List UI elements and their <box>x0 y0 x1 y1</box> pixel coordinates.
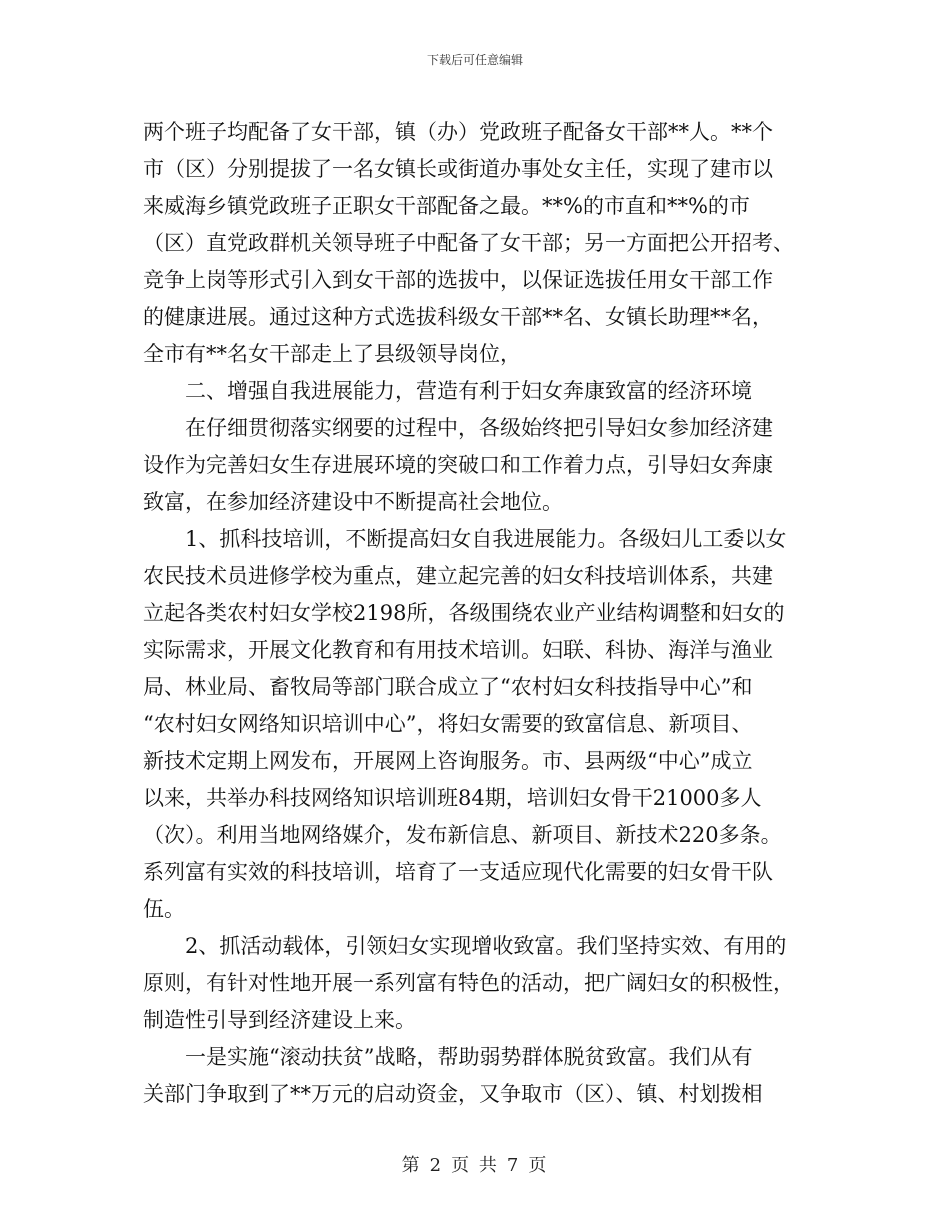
page-middle: 页 共 <box>451 1155 499 1176</box>
page-number: 2 <box>429 1155 444 1176</box>
body-line: （次）。利用当地网络媒介，发布新信息、新项目、新技术220多条。 <box>143 823 782 847</box>
document-body <box>143 114 813 1113</box>
page-header-note: 下载后可任意编辑 <box>426 53 523 67</box>
body-line: 原则，有针对性地开展一系列富有特色的活动，把广阔妇女的积极性， <box>143 971 794 995</box>
body-line: 一是实施“滚动扶贫”战略，帮助弱势群体脱贫致富。我们从有 <box>143 1045 753 1069</box>
body-line: 全市有**名女干部走上了县级领导岗位， <box>143 342 521 366</box>
body-line: 竞争上岗等形式引入到女干部的选拔中，以保证选拔任用女干部工作 <box>143 268 773 292</box>
body-line: 农民技术员进修学校为重点，建立起完善的妇女科技培训体系，共建 <box>143 564 773 588</box>
body-line: 制造性引导到经济建设上来。 <box>143 1008 416 1032</box>
body-line: 实际需求，开展文化教育和有用技术培训。妇联、科协、海洋与渔业 <box>143 638 773 662</box>
body-line: 1、抓科技培训，不断提高妇女自我进展能力。各级妇儿工委以女 <box>143 527 787 551</box>
body-line: 局、林业局、畜牧局等部门联合成立了“农村妇女科技指导中心”和 <box>143 675 753 699</box>
body-line: 伍。 <box>143 897 185 921</box>
body-line: 立起各类农村妇女学校2198所，各级围绕农业产业结构调整和妇女的 <box>143 601 785 625</box>
body-line: 关部门争取到了**万元的启动资金，又争取市（区）、镇、村划拨相 <box>143 1082 763 1106</box>
body-line: 来威海乡镇党政班子正职女干部配备之最。**%的市直和**%的市 <box>143 194 750 218</box>
body-line: （区）直党政群机关领导班子中配备了女干部；另一方面把公开招考、 <box>143 231 794 255</box>
section-heading: 二、增强自我进展能力，营造有利于妇女奔康致富的经济环境 <box>143 379 752 403</box>
body-line: 以来，共举办科技网络知识培训班84期，培训妇女骨干21000多人 <box>143 786 762 810</box>
body-line: 2、抓活动载体，引领妇女实现增收致富。我们坚持实效、有用的 <box>143 934 787 958</box>
page-footer <box>0 1154 950 1178</box>
body-line: “农村妇女网络知识培训中心”，将妇女需要的致富信息、新项目、 <box>143 712 753 736</box>
body-line: 市（区）分别提拔了一名女镇长或街道办事处女主任，实现了建市以 <box>143 157 773 181</box>
page-suffix: 页 <box>528 1155 549 1176</box>
body-line: 新技术定期上网发布，开展网上咨询服务。市、县两级“中心”成立 <box>143 749 753 773</box>
body-line: 系列富有实效的科技培训，培育了一支适应现代化需要的妇女骨干队 <box>143 860 773 884</box>
body-line: 设作为完善妇女生存进展环境的突破口和工作着力点，引导妇女奔康 <box>143 453 773 477</box>
page-prefix: 第 <box>401 1155 422 1176</box>
body-line: 致富，在参加经济建设中不断提高社会地位。 <box>143 490 563 514</box>
body-line: 的健康进展。通过这种方式选拔科级女干部**名、女镇长助理**名， <box>143 305 773 329</box>
body-line: 在仔细贯彻落实纲要的过程中，各级始终把引导妇女参加经济建 <box>143 416 773 440</box>
body-line: 两个班子均配备了女干部，镇（办）党政班子配备女干部**人。**个 <box>143 120 773 144</box>
total-pages: 7 <box>506 1155 521 1176</box>
